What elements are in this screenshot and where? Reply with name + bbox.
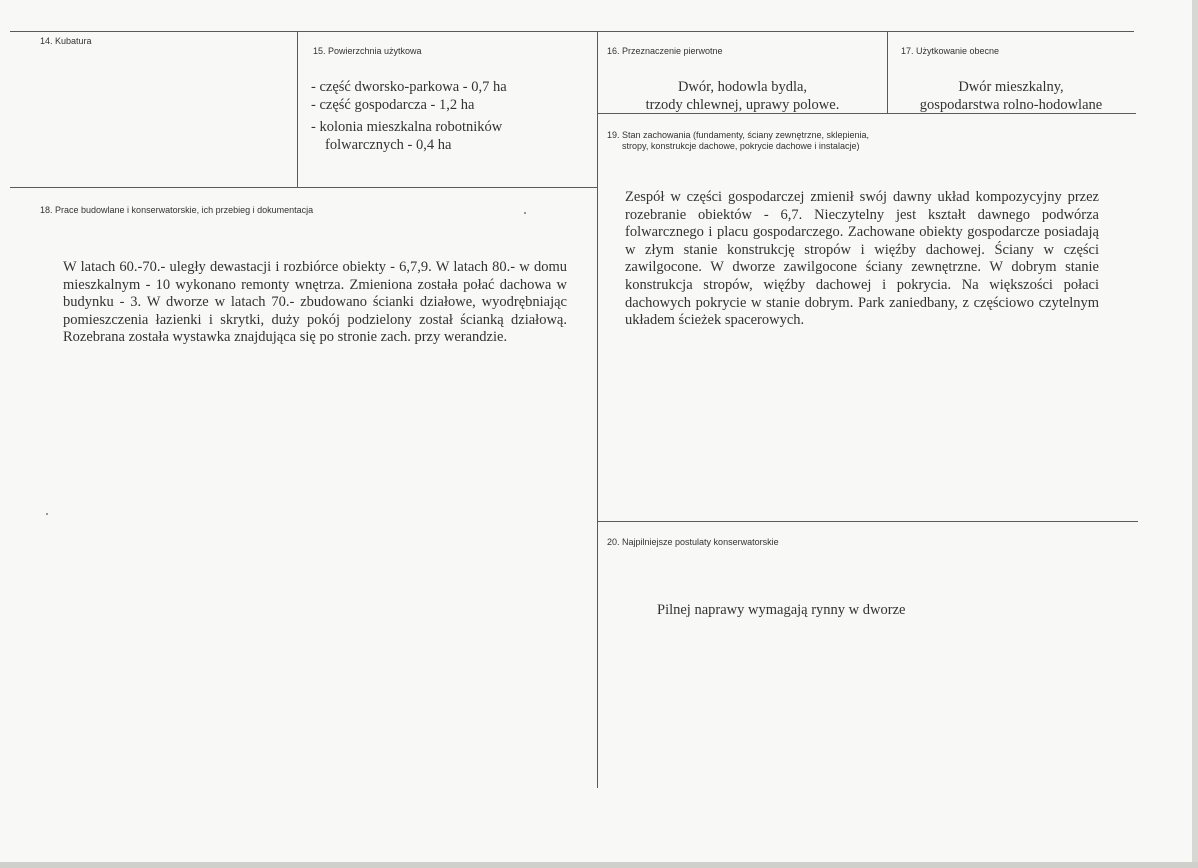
field-19-label-line2: stropy, konstrukcje dachowe, pokrycie dachowe i instalacje) (622, 141, 860, 151)
field-19-label-line1: 19. Stan zachowania (fundamenty, ściany zewnętrzne, sklepienia, (607, 130, 869, 140)
f19-f20-divider-line (597, 521, 1138, 522)
scan-speck (524, 212, 526, 214)
field-17-label: 17. Użytkowanie obecne (901, 46, 1000, 56)
field-16-value-line: Dwór, hodowla bydla, (677, 79, 808, 95)
field-15-values (311, 78, 591, 154)
scan-edge-right (1192, 0, 1198, 868)
field-15-label: 15. Powierzchnia użytkowa (313, 46, 422, 56)
center-divider-line (597, 31, 598, 788)
top-border-line (10, 31, 1134, 32)
row1-bottom-line-left (10, 187, 597, 188)
field-16-value-line: trzody chlewnej, uprawy polowe. (645, 97, 840, 113)
field-16-value (598, 78, 887, 114)
field-19-text: Zespół w części gospodarczej zmienił swój dawny układ kompozycyjny przez rozebranie obiektów - 6,7. Nieczytelny jest kształt dawnego podwórza folwarcznego i placu gospodarczego. Zachowane obiekty gospodarcze posiadają w złym stanie konstrukcję stropów i więźby dachowej. Ściany w części zawilgocone. W dworze zawilgocone ściany zewnętrzne. W dobrym stanie konstrukcja stropów, więźby dachowej i pokrycia. Na większości połaci dachowych pokrycie w stanie dobrym. Park zaniedbany, z częściowo czytelnym układem ścieżek spacerowych. (625, 189, 1099, 329)
field-15-item: - część gospodarcza - 1,2 ha (311, 97, 475, 113)
field-20-text: Pilnej naprawy wymagają rynny w dworze (657, 602, 906, 618)
field-20-label: 20. Najpilniejsze postulaty konserwatorskie (607, 537, 779, 547)
scan-speck (46, 513, 48, 515)
field-18-text: W latach 60.-70.- uległy dewastacji i rozbiórce obiekty - 6,7,9. W latach 80.- w domu mieszkalnym - 10 wykonano remonty wnętrza. Zmieniona została połać dachowa w budynku - 3. W dworze w latach 70.- zbudowano ścianki działowe, wyodrębniając pomieszczenia łazienki i skrytki, duży pokój podzielony został ścianką działową. Rozebrana została wystawka znajdująca się po stronie zach. przy werandzie. (63, 259, 567, 345)
field-15-item: folwarcznych - 0,4 ha (325, 137, 452, 153)
scan-edge-bottom (0, 862, 1198, 868)
field-15-item: - kolonia mieszkalna robotników (311, 119, 503, 135)
field-17-value-line: gospodarstwa rolno-hodowlane (919, 97, 1103, 113)
field-18-label: 18. Prace budowlane i konserwatorskie, ich przebieg i dokumentacja (40, 205, 314, 215)
field-17-value (888, 78, 1134, 114)
field-14-label: 14. Kubatura (40, 36, 92, 46)
field-15-item: - część dworsko-parkowa - 0,7 ha (311, 79, 507, 95)
f14-f15-divider-line (297, 31, 298, 187)
field-17-value-line: Dwór mieszkalny, (958, 79, 1064, 95)
field-16-label: 16. Przeznaczenie pierwotne (607, 46, 723, 56)
